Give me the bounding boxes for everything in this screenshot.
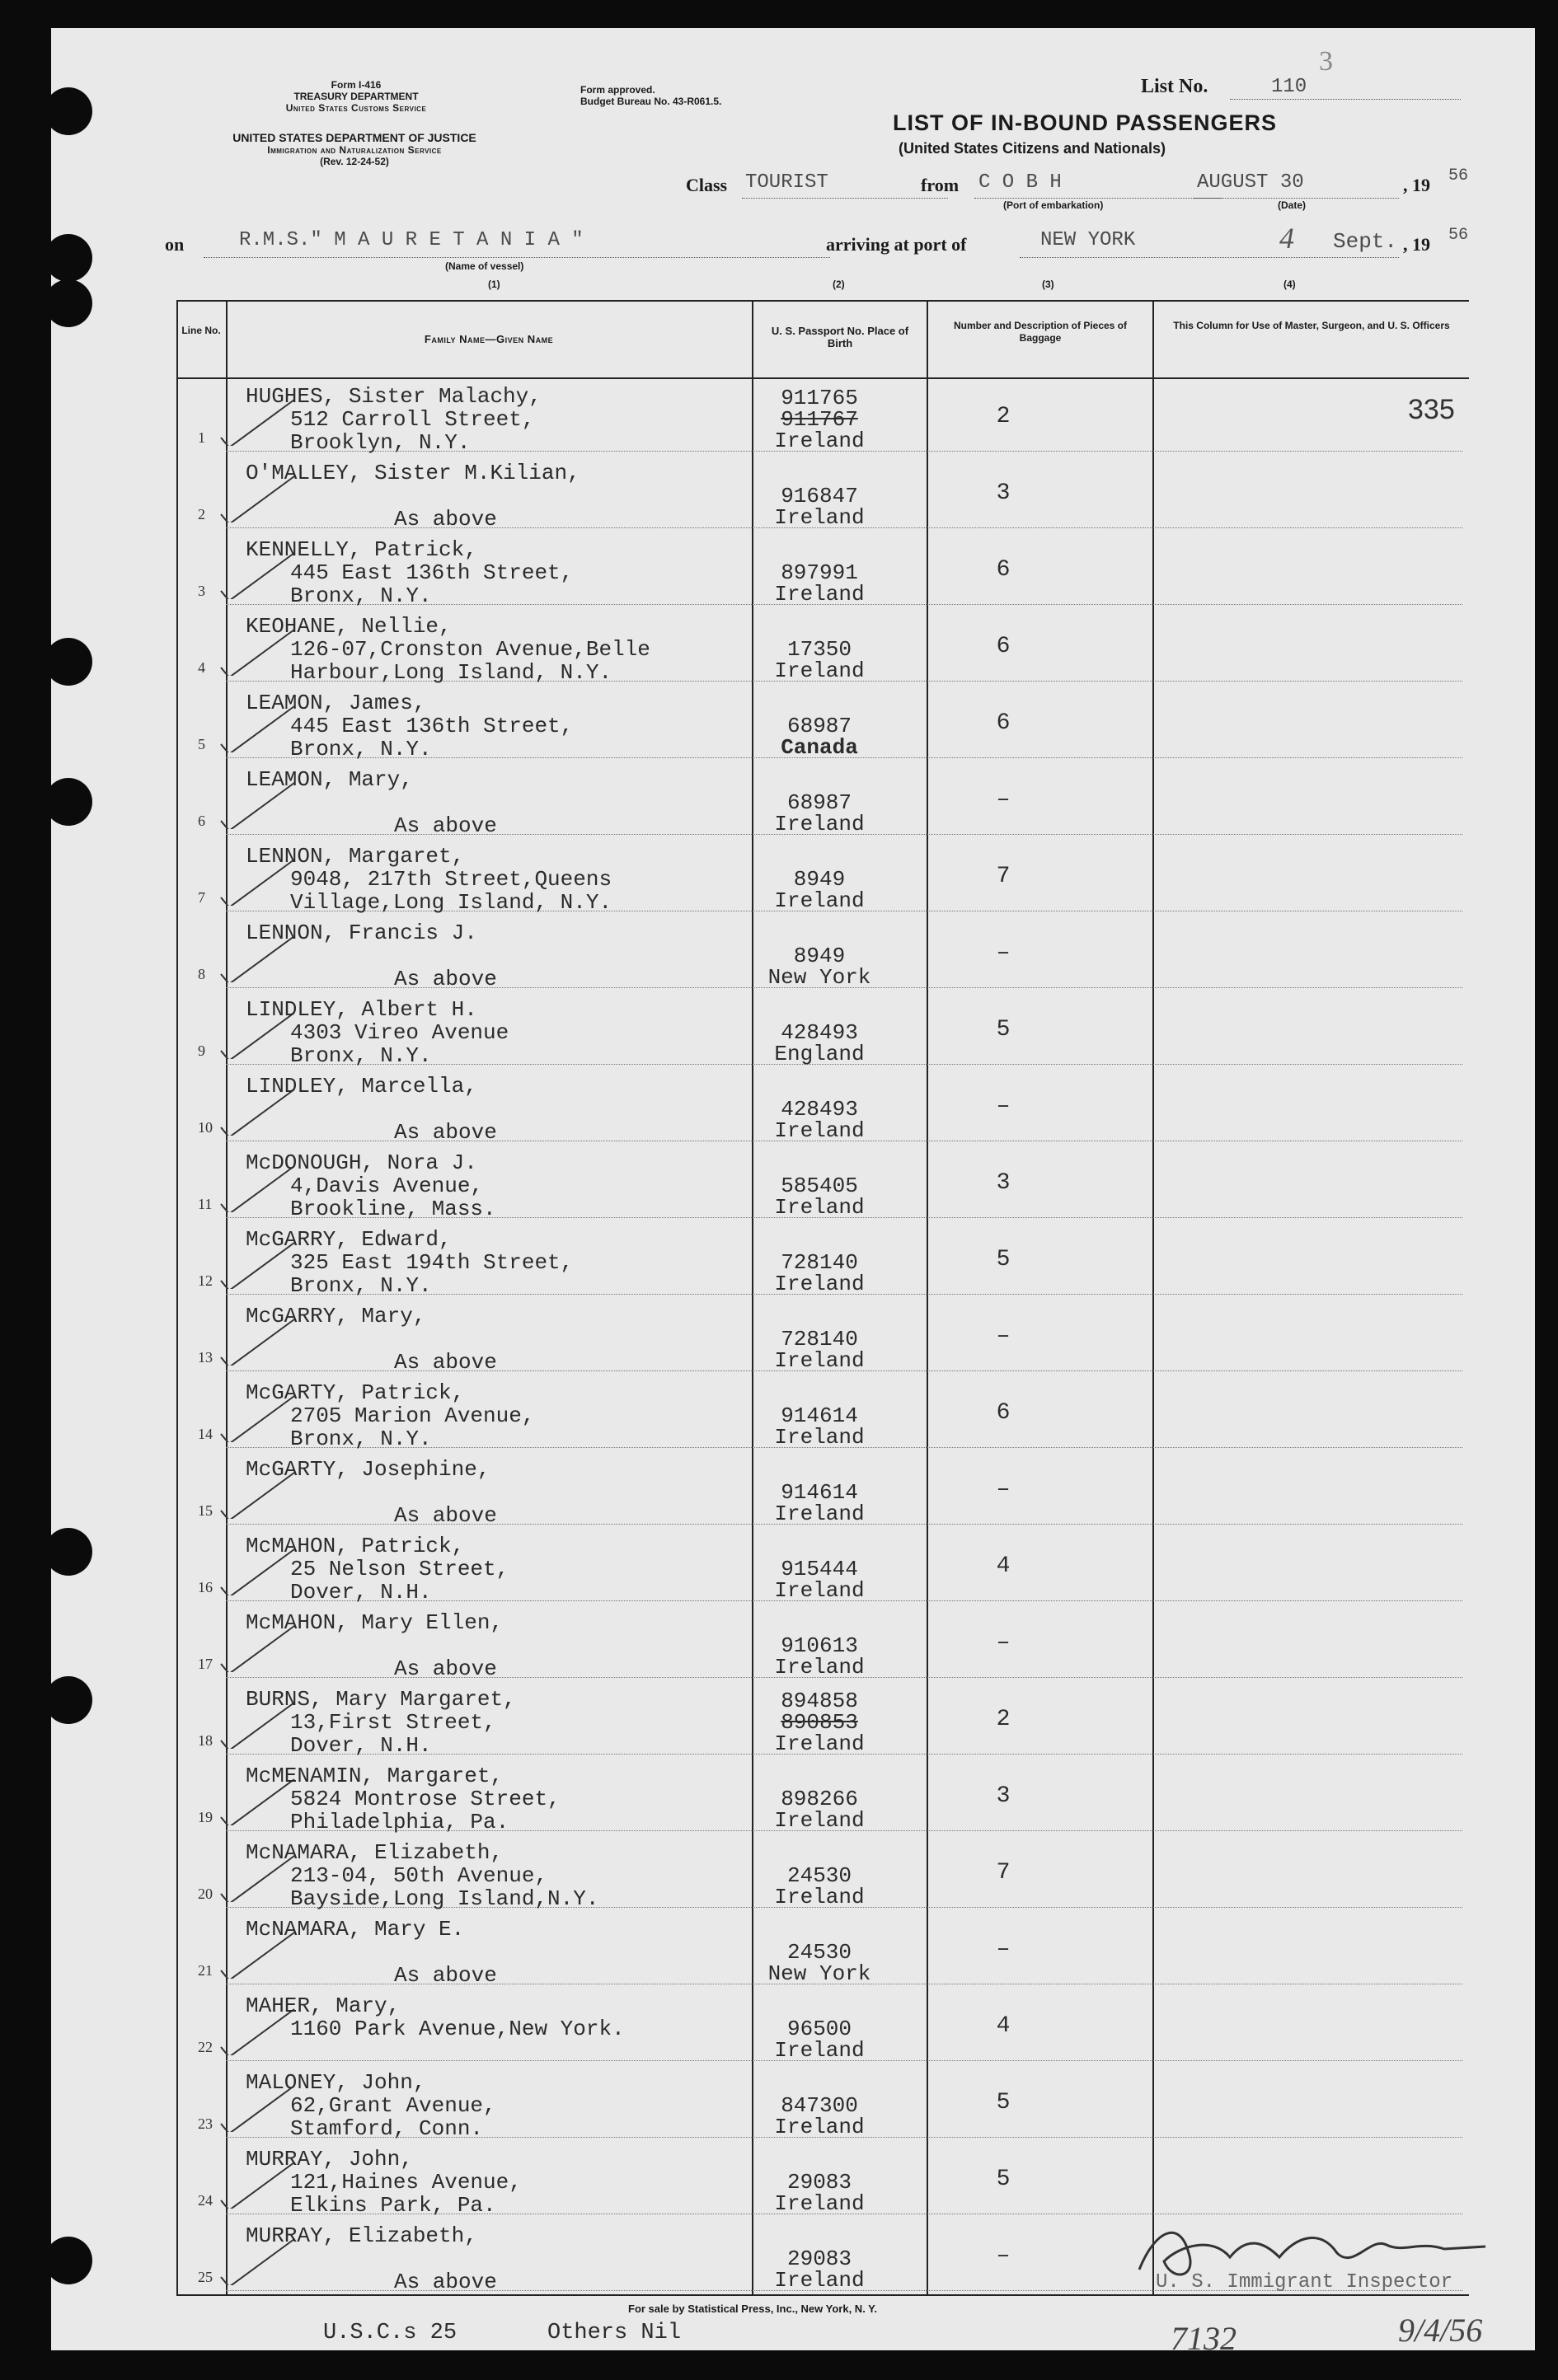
baggage-count: 4 xyxy=(996,1553,1011,1579)
baggage-count: – xyxy=(996,1477,1011,1502)
punch-hole xyxy=(45,87,92,135)
passenger-name: MURRAY, Elizabeth, xyxy=(246,2223,477,2248)
place-of-birth: Ireland xyxy=(774,2191,865,2216)
passport-number: 916847 xyxy=(781,484,858,508)
table-bottom-border xyxy=(176,2294,1469,2296)
passenger-address-line2: As above xyxy=(394,813,497,838)
baggage-count: 2 xyxy=(996,404,1011,429)
year-suffix: 56 xyxy=(1448,166,1469,185)
place-of-birth: Ireland xyxy=(774,1885,865,1909)
line-number: 3 xyxy=(198,583,205,599)
budget-bureau: Budget Bureau No. 43-R061.5. xyxy=(580,96,722,107)
passport-number: 68987 xyxy=(786,714,852,738)
passenger-address-line1: 2705 Marion Avenue, xyxy=(290,1403,535,1428)
caption-3: (3) xyxy=(1042,279,1054,290)
from-line xyxy=(974,198,1222,199)
passenger-address-line2: Bayside,Long Island,N.Y. xyxy=(290,1886,599,1911)
table-row xyxy=(51,1757,1535,1834)
passenger-address-line2: As above xyxy=(394,1503,497,1528)
passenger-address-line2: Brooklyn, N.Y. xyxy=(290,430,471,455)
revision-date: (Rev. 12-24-52) xyxy=(320,156,389,167)
table-row xyxy=(51,1374,1535,1450)
line-number: 8 xyxy=(198,966,205,982)
passenger-name: MURRAY, John, xyxy=(246,2147,413,2172)
table-row xyxy=(51,1834,1535,1910)
passenger-address-line2: Bronx, N.Y. xyxy=(290,583,432,608)
baggage-count: 4 xyxy=(996,2013,1011,2039)
place-of-birth: Ireland xyxy=(774,1731,865,1756)
place-of-birth: Ireland xyxy=(774,2038,865,2063)
passport-number: 914614 xyxy=(781,1480,858,1505)
line-number: 4 xyxy=(198,659,205,676)
passenger-address-line2: As above xyxy=(394,1120,497,1145)
place-of-birth: New York xyxy=(767,1961,871,1986)
baggage-count: – xyxy=(996,787,1011,813)
arrival-port: NEW YORK xyxy=(1040,229,1136,251)
passport-number: 428493 xyxy=(781,1097,858,1122)
passenger-address-line2: Dover, N.H. xyxy=(290,1580,432,1605)
baggage-count: 5 xyxy=(996,1247,1011,1272)
treasury-dept: TREASURY DEPARTMENT xyxy=(293,91,419,102)
arrival-year-suffix: 56 xyxy=(1448,226,1469,245)
passenger-address-line1: 445 East 136th Street, xyxy=(290,560,574,585)
baggage-count: 6 xyxy=(996,710,1011,736)
baggage-count: – xyxy=(996,1094,1011,1119)
table-row xyxy=(51,914,1535,991)
passport-number: 915444 xyxy=(781,1557,858,1581)
passport-number: 24530 xyxy=(786,1863,852,1888)
passenger-name: McGARRY, Edward, xyxy=(246,1227,452,1252)
document-title: LIST OF IN-BOUND PASSENGERS xyxy=(893,110,1278,135)
justice-dept: UNITED STATES DEPARTMENT OF JUSTICE xyxy=(232,131,476,144)
inspector-code: 7132 xyxy=(1171,2320,1237,2357)
place-of-birth: Ireland xyxy=(774,812,865,836)
baggage-count: – xyxy=(996,940,1011,966)
place-of-birth: Ireland xyxy=(774,1118,865,1143)
passenger-address-line2: Elkins Park, Pa. xyxy=(290,2193,496,2218)
line-number: 5 xyxy=(198,736,205,752)
passport-number: 8949 xyxy=(793,867,846,892)
table-row xyxy=(51,454,1535,531)
passenger-name: LEAMON, Mary, xyxy=(246,767,413,792)
table-row xyxy=(51,991,1535,1067)
passport-number: 428493 xyxy=(781,1020,858,1045)
table-row xyxy=(51,1144,1535,1220)
baggage-count: 6 xyxy=(996,1400,1011,1426)
passport-number: 96500 xyxy=(786,2017,852,2041)
customs-service: United States Customs Service xyxy=(285,102,427,114)
col-head-name: Family Name—Given Name xyxy=(424,333,554,345)
printer-note: For sale by Statistical Press, Inc., New York, N. Y. xyxy=(628,2303,878,2315)
vessel-name: R.M.S." M A U R E T A N I A " xyxy=(239,229,584,251)
table-row xyxy=(51,2140,1535,2217)
class-value: TOURIST xyxy=(745,171,828,194)
inspector-date: 9/4/56 xyxy=(1398,2312,1483,2349)
passenger-name: McNAMARA, Elizabeth, xyxy=(246,1840,504,1865)
arrival-day: 4 xyxy=(1279,222,1294,255)
table-row xyxy=(51,684,1535,761)
document-subtitle: (United States Citizens and Nationals) xyxy=(899,140,1166,157)
table-top-border xyxy=(176,300,1469,302)
passenger-address-line1: 126-07,Cronston Avenue,Belle xyxy=(290,637,650,662)
passenger-name: HUGHES, Sister Malachy, xyxy=(246,384,542,409)
passenger-address-line2: Brookline, Mass. xyxy=(290,1197,496,1221)
line-number: 9 xyxy=(198,1042,205,1059)
list-no-line xyxy=(1230,99,1461,100)
class-line xyxy=(742,198,948,199)
list-no-value: 110 xyxy=(1271,76,1307,98)
port-caption: (Port of embarkation) xyxy=(1003,199,1104,211)
passenger-name: LINDLEY, Marcella, xyxy=(246,1074,477,1099)
baggage-count: 5 xyxy=(996,2167,1011,2192)
usc-count: U.S.C.s 25 xyxy=(323,2321,458,2345)
list-no-label: List No. xyxy=(1141,76,1208,97)
passport-number: 847300 xyxy=(781,2093,858,2118)
passenger-name: MAHER, Mary, xyxy=(246,1993,401,2018)
table-row xyxy=(51,1297,1535,1374)
line-number: 16 xyxy=(198,1579,213,1595)
place-of-birth: Ireland xyxy=(774,2268,865,2293)
ins-service: Immigration and Naturalization Service xyxy=(267,144,442,156)
passenger-address-line1: 445 East 136th Street, xyxy=(290,714,574,738)
date-line xyxy=(1193,198,1399,199)
passenger-address-line1: 213-04, 50th Avenue, xyxy=(290,1863,548,1888)
line-number: 11 xyxy=(198,1196,213,1212)
place-of-birth: Ireland xyxy=(774,2115,865,2139)
passenger-address-line2: Dover, N.H. xyxy=(290,1733,432,1758)
others-count: Others Nil xyxy=(547,2321,682,2345)
passenger-address-line2: As above xyxy=(394,1350,497,1375)
passenger-name: McGARTY, Josephine, xyxy=(246,1457,490,1482)
passenger-name: McNAMARA, Mary E. xyxy=(246,1917,465,1942)
baggage-count: 2 xyxy=(996,1707,1011,1732)
table-row xyxy=(51,607,1535,684)
passenger-address-line1: 9048, 217th Street,Queens xyxy=(290,867,612,892)
caption-4: (4) xyxy=(1283,279,1296,290)
place-of-birth: Ireland xyxy=(774,1655,865,1680)
passenger-name: LEAMON, James, xyxy=(246,691,426,715)
table-row xyxy=(51,1067,1535,1144)
from-label: from xyxy=(921,175,960,195)
officer-note: 335 xyxy=(1408,394,1455,425)
passenger-address-line1: 512 Carroll Street, xyxy=(290,407,535,432)
vessel-line xyxy=(204,257,830,258)
passport-number: 914614 xyxy=(781,1403,858,1428)
passenger-name: McMENAMIN, Margaret, xyxy=(246,1764,504,1788)
table-row xyxy=(51,1680,1535,1757)
line-number: 7 xyxy=(198,889,205,906)
year-prefix: , 19 xyxy=(1403,175,1430,195)
place-of-birth: New York xyxy=(767,965,871,990)
passenger-address-line2: As above xyxy=(394,2270,497,2294)
baggage-count: – xyxy=(996,2243,1011,2269)
punch-hole xyxy=(45,279,92,327)
passport-number: 24530 xyxy=(786,1940,852,1965)
passenger-name: McMAHON, Mary Ellen, xyxy=(246,1610,504,1635)
form-number: Form I-416 xyxy=(331,79,382,91)
line-number: 14 xyxy=(198,1426,213,1442)
baggage-count: – xyxy=(996,1937,1011,1962)
passenger-address-line2: As above xyxy=(394,967,497,991)
line-number: 6 xyxy=(198,813,205,829)
table-row xyxy=(51,837,1535,914)
line-number: 2 xyxy=(198,506,205,522)
place-of-birth: Canada xyxy=(781,735,858,760)
passenger-name: LENNON, Margaret, xyxy=(246,844,465,869)
passenger-address-line2: Harbour,Long Island, N.Y. xyxy=(290,660,612,685)
line-number: 23 xyxy=(198,2115,213,2132)
passenger-list-page xyxy=(51,28,1535,2357)
inspector-title: U. S. Immigrant Inspector xyxy=(1156,2271,1453,2293)
passport-number: 8949 xyxy=(793,944,846,968)
line-number: 1 xyxy=(198,429,205,446)
passport-number: 911765 xyxy=(781,386,858,410)
baggage-count: 3 xyxy=(996,1783,1011,1809)
passport-number: 29083 xyxy=(786,2246,852,2271)
place-of-birth: Ireland xyxy=(774,429,865,453)
passenger-address-line2: Bronx, N.Y. xyxy=(290,1427,432,1451)
passport-number: 68987 xyxy=(786,790,852,815)
passenger-address-line2: Bronx, N.Y. xyxy=(290,1043,432,1068)
col-head-line-no: Line No. xyxy=(181,325,221,336)
place-of-birth: Ireland xyxy=(774,1578,865,1603)
passenger-name: McGARRY, Mary, xyxy=(246,1304,426,1328)
baggage-count: 3 xyxy=(996,1170,1011,1196)
place-of-birth: Ireland xyxy=(774,1808,865,1833)
arrival-month: Sept. xyxy=(1333,229,1398,254)
passenger-address-line2: Village,Long Island, N.Y. xyxy=(290,890,612,915)
passenger-address-line2: As above xyxy=(394,1656,497,1681)
caption-1: (1) xyxy=(488,279,500,290)
passenger-name: McGARTY, Patrick, xyxy=(246,1380,465,1405)
inspector-signature xyxy=(1123,2212,1510,2286)
place-of-birth: Ireland xyxy=(774,1502,865,1526)
line-number: 25 xyxy=(198,2269,213,2285)
line-number: 13 xyxy=(198,1349,213,1366)
table-row xyxy=(51,1910,1535,1987)
table-row xyxy=(51,1604,1535,1680)
line-number: 20 xyxy=(198,1886,213,1902)
place-of-birth: Ireland xyxy=(774,658,865,683)
passenger-address-line1: 1160 Park Avenue,New York. xyxy=(290,2017,625,2041)
line-number: 18 xyxy=(198,1732,213,1749)
table-row xyxy=(51,2064,1535,2140)
line-number: 19 xyxy=(198,1809,213,1825)
col-head-officers: This Column for Use of Master, Surgeon, and U. S. Officers xyxy=(1173,320,1450,331)
port-embarkation: C O B H xyxy=(978,171,1062,194)
passport-number: 17350 xyxy=(786,637,852,662)
vessel-caption: (Name of vessel) xyxy=(445,260,524,272)
punch-hole xyxy=(45,234,92,282)
passenger-address-line1: 121,Haines Avenue, xyxy=(290,2170,522,2195)
place-of-birth: Ireland xyxy=(774,505,865,530)
arrival-year-prefix: , 19 xyxy=(1403,234,1430,255)
baggage-count: – xyxy=(996,1324,1011,1349)
arrival-line xyxy=(1020,257,1399,258)
baggage-count: 6 xyxy=(996,634,1011,659)
passenger-address-line2: Philadelphia, Pa. xyxy=(290,1810,509,1834)
place-of-birth: Ireland xyxy=(774,1348,865,1373)
line-number: 22 xyxy=(198,2039,213,2055)
passport-number: 728140 xyxy=(781,1250,858,1275)
passenger-name: LINDLEY, Albert H. xyxy=(246,997,477,1022)
col-head-baggage: Number and Description of Pieces of Baggage xyxy=(953,320,1128,344)
passenger-name: KENNELLY, Patrick, xyxy=(246,537,477,562)
table-row xyxy=(51,1220,1535,1297)
passenger-address-line2: Stamford, Conn. xyxy=(290,2116,484,2141)
passenger-address-line1: 5824 Montrose Street, xyxy=(290,1787,561,1811)
passenger-name: BURNS, Mary Margaret, xyxy=(246,1687,516,1712)
passport-number: 910613 xyxy=(781,1633,858,1658)
baggage-count: 6 xyxy=(996,557,1011,583)
passport-number: 585405 xyxy=(781,1174,858,1198)
passenger-address-line2: Bronx, N.Y. xyxy=(290,1273,432,1298)
form-approved: Form approved. xyxy=(580,84,655,96)
line-number: 17 xyxy=(198,1656,213,1672)
passport-number: 898266 xyxy=(781,1787,858,1811)
passport-number: 894858 xyxy=(781,1689,858,1713)
baggage-count: 5 xyxy=(996,2090,1011,2115)
passenger-address-line2: Bronx, N.Y. xyxy=(290,737,432,761)
passport-number-struck: 911767 xyxy=(781,407,858,432)
passenger-address-line2: As above xyxy=(394,507,497,532)
passenger-name: O'MALLEY, Sister M.Kilian, xyxy=(246,461,580,485)
list-no-mark: 3 xyxy=(1319,46,1333,77)
baggage-count: 3 xyxy=(996,480,1011,506)
place-of-birth: England xyxy=(774,1042,865,1066)
table-row xyxy=(51,1987,1535,2064)
baggage-count: 7 xyxy=(996,1860,1011,1886)
place-of-birth: Ireland xyxy=(774,888,865,913)
passenger-address-line1: 4303 Vireo Avenue xyxy=(290,1020,509,1045)
caption-2: (2) xyxy=(833,279,845,290)
on-label: on xyxy=(165,234,185,255)
passenger-name: LENNON, Francis J. xyxy=(246,921,477,945)
arriving-label: arriving at port of xyxy=(826,234,967,255)
passport-number: 897991 xyxy=(781,560,858,585)
passenger-name: McDONOUGH, Nora J. xyxy=(246,1150,477,1175)
passenger-name: McMAHON, Patrick, xyxy=(246,1534,465,1558)
table-row xyxy=(51,531,1535,607)
passenger-name: MALONEY, John, xyxy=(246,2070,426,2095)
line-number: 24 xyxy=(198,2192,213,2209)
passenger-name: KEOHANE, Nellie, xyxy=(246,614,452,639)
place-of-birth: Ireland xyxy=(774,1272,865,1296)
line-number: 10 xyxy=(198,1119,213,1136)
baggage-count: 7 xyxy=(996,864,1011,889)
passport-number: 728140 xyxy=(781,1327,858,1352)
table-row xyxy=(51,1450,1535,1527)
col-head-passport: U. S. Passport No. Place of Birth xyxy=(771,325,909,349)
embark-date: AUGUST 30 xyxy=(1197,171,1304,194)
passenger-address-line1: 4,Davis Avenue, xyxy=(290,1174,484,1198)
line-number: 15 xyxy=(198,1502,213,1519)
passenger-address-line1: 13,First Street, xyxy=(290,1710,496,1735)
class-label: Class xyxy=(686,175,728,195)
place-of-birth: Ireland xyxy=(774,1425,865,1450)
passenger-address-line1: 325 East 194th Street, xyxy=(290,1250,574,1275)
table-row xyxy=(51,761,1535,837)
passport-number-struck: 890853 xyxy=(781,1710,858,1735)
table-row xyxy=(51,1527,1535,1604)
passenger-address-line2: As above xyxy=(394,1963,497,1988)
passenger-address-line1: 25 Nelson Street, xyxy=(290,1557,509,1581)
baggage-count: – xyxy=(996,1630,1011,1656)
baggage-count: 5 xyxy=(996,1017,1011,1042)
passport-number: 29083 xyxy=(786,2170,852,2195)
passenger-address-line1: 62,Grant Avenue, xyxy=(290,2093,496,2118)
date-caption: (Date) xyxy=(1278,199,1307,211)
place-of-birth: Ireland xyxy=(774,582,865,607)
line-number: 21 xyxy=(198,1962,213,1979)
table-row xyxy=(51,377,1535,454)
line-number: 12 xyxy=(198,1272,213,1289)
place-of-birth: Ireland xyxy=(774,1195,865,1220)
